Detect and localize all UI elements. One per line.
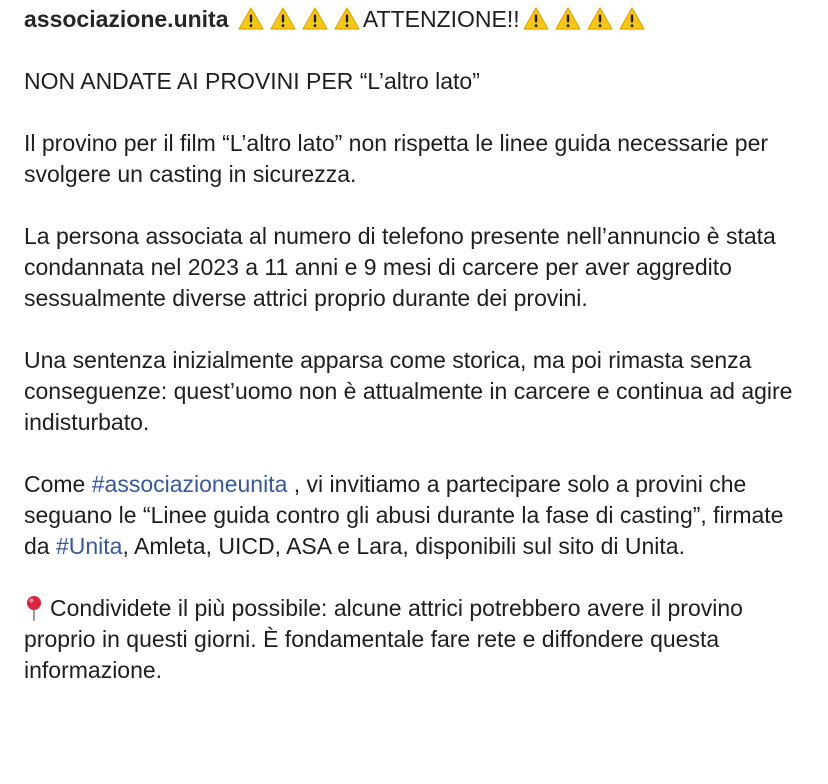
paragraph-1: Il provino per il film “L’altro lato” non rispetta le linee guida necessarie per svolgere un casting in sicurezza. xyxy=(24,130,769,187)
paragraph-4 xyxy=(24,469,814,562)
paragraph-4-text: Come xyxy=(24,471,92,497)
warning-icon xyxy=(619,7,645,30)
paragraph-3: Una sentenza inizialmente apparsa come storica, ma poi rimasta senza conseguenze: quest’uomo non è attualmente in carcere e continua ad agire indisturbato. xyxy=(24,347,793,435)
paragraph-2: La persona associata al numero di telefono presente nell’annuncio è stata condannata nel 2023 a 11 anni e 9 mesi di carcere per aver aggredito sessualmente diverse attrici proprio durante dei provini. xyxy=(24,223,776,311)
paragraph-4-text: , vi invitiamo a partecipare solo a provini che seguano le “Linee guida contro gli abusi durante la fase di casting”, firmate da xyxy=(24,471,784,559)
warning-icon xyxy=(302,7,328,30)
warning-icon xyxy=(238,7,264,30)
caption-header xyxy=(24,4,814,35)
username-link[interactable]: associazione.unita xyxy=(24,6,229,32)
paragraph-5-text: Condividete il più possibile: alcune attrici potrebbero avere il provino proprio in questi giorni. È fondamentale fare rete e diffondere questa informazione. xyxy=(24,595,743,683)
warning-icon xyxy=(523,7,549,30)
hashtag-associazioneunita[interactable]: #associazioneunita xyxy=(91,471,288,497)
warning-icon xyxy=(555,7,581,30)
warning-icon xyxy=(270,7,296,30)
paragraph-4-text: , Amleta, UICD, ASA e Lara, disponibili sul sito di Unita. xyxy=(122,533,685,559)
round-pushpin-icon xyxy=(24,595,44,621)
headline-text: NON ANDATE AI PROVINI PER “L’altro lato” xyxy=(24,68,480,94)
hashtag-unita[interactable]: #Unita xyxy=(55,533,123,559)
post-caption xyxy=(24,4,814,717)
warning-icon xyxy=(334,7,360,30)
header-text: ATTENZIONE!! xyxy=(362,6,520,32)
paragraph-5 xyxy=(24,593,814,686)
warning-icon xyxy=(587,7,613,30)
